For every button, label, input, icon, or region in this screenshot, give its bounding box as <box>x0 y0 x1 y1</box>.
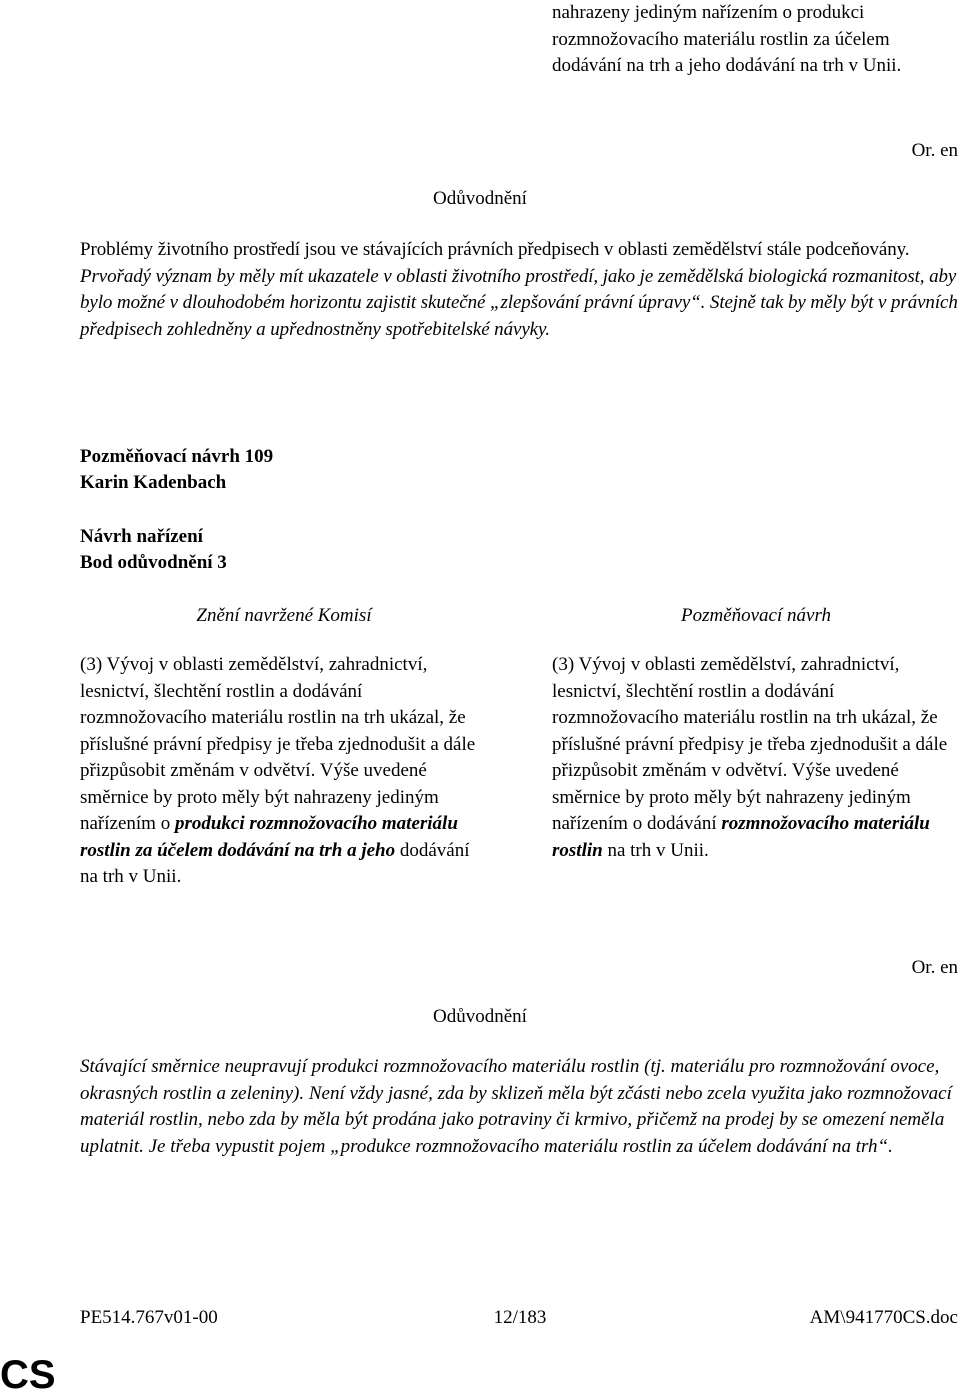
amendment-title: Pozměňovací návrh 109 <box>80 446 274 467</box>
proposal-label: Návrh nařízení <box>80 526 203 547</box>
footer-document-reference: PE514.767v01-00 <box>80 1307 218 1328</box>
amendment-text-inserted: rozmnožovacího materiálu rostlin <box>552 813 930 861</box>
justification-heading: Odůvodnění <box>433 188 527 209</box>
justification-text-2: Stávající směrnice neupravují produkci rozmnožovacího materiálu rostlin (tj. materiálu pro rozmnožování ovoce, okrasných rostlin a zeleniny). Není vždy jasné, zda by sklizeň měla být zčásti nebo zcela využita jako rozmnožovací materiál rostlin, nebo zda by měla být prodána jako potraviny či krmivo, přičemž na prodej by se omezení neměla uplatnit. Je třeba vypustit pojem „produkce rozmnožovacího materiálu rostlin za účelem dodávání na trh“. <box>80 1056 952 1157</box>
amendment-text-plain-1: (3) Vývoj v oblasti zemědělství, zahradnictví, lesnictví, šlechtění rostlin a dodávání rozmnožovacího materiálu rostlin na trh ukázal, že příslušné právní předpisy je třeba zjednodušit a dále přizpůsobit změnám v odvětví. Výše uvedené směrnice by proto měly být nahrazeny jediným nařízením o dodávání <box>552 654 948 834</box>
justification-heading-2: Odůvodnění <box>433 1006 527 1027</box>
justification-text-normal: Problémy životního prostředí jsou ve stávajících právních předpisech v oblasti zemědělství stále podceňovány. <box>80 239 910 260</box>
footer-page-number: 12/183 <box>493 1307 547 1328</box>
commission-text-deleted: produkci rozmnožovacího materiálu rostlin za účelem dodávání na trh a jeho <box>80 813 458 861</box>
amendment-text <box>552 652 952 864</box>
original-language-label-2: Or. en <box>911 957 958 978</box>
column-header-commission-text: Znění navržené Komisí <box>196 605 372 626</box>
justification-text-italic: Prvořadý význam by měly mít ukazatele v oblasti životního prostředí, jako je zemědělská biologická rozmanitost, aby bylo možné v dlouhodobém horizontu zajistit skutečné „zlepšování právní úpravy“. Stejně tak by měly být v právních předpisech zohledněny a upřednostněny spotřebitelské návyky. <box>80 265 958 340</box>
language-mark: CS <box>0 1353 56 1397</box>
amendment-author: Karin Kadenbach <box>80 472 227 493</box>
justification-text <box>80 237 960 343</box>
original-language-label: Or. en <box>911 140 958 161</box>
top-continuation-text: nahrazeny jediným nařízením o produkci rozmnožovacího materiálu rostlin za účelem dodávání na trh a jeho dodávání na trh v Unii. <box>552 2 902 76</box>
footer-file-name: AM\941770CS.doc <box>809 1307 958 1328</box>
column-header-amendment: Pozměňovací návrh <box>680 605 832 626</box>
commission-text-plain-1: (3) Vývoj v oblasti zemědělství, zahradnictví, lesnictví, šlechtění rostlin a dodávání rozmnožovacího materiálu rostlin na trh ukázal, že příslušné právní předpisy je třeba zjednodušit a dále přizpůsobit změnám v odvětví. Výše uvedené směrnice by proto měly být nahrazeny jediným nařízením o <box>80 654 476 834</box>
amendment-text-plain-2: na trh v Unii. <box>602 839 709 861</box>
commission-text-plain-2: dodávání na trh v Unii. <box>80 839 470 887</box>
recital-label: Bod odůvodnění 3 <box>80 552 227 573</box>
commission-text <box>80 652 480 891</box>
